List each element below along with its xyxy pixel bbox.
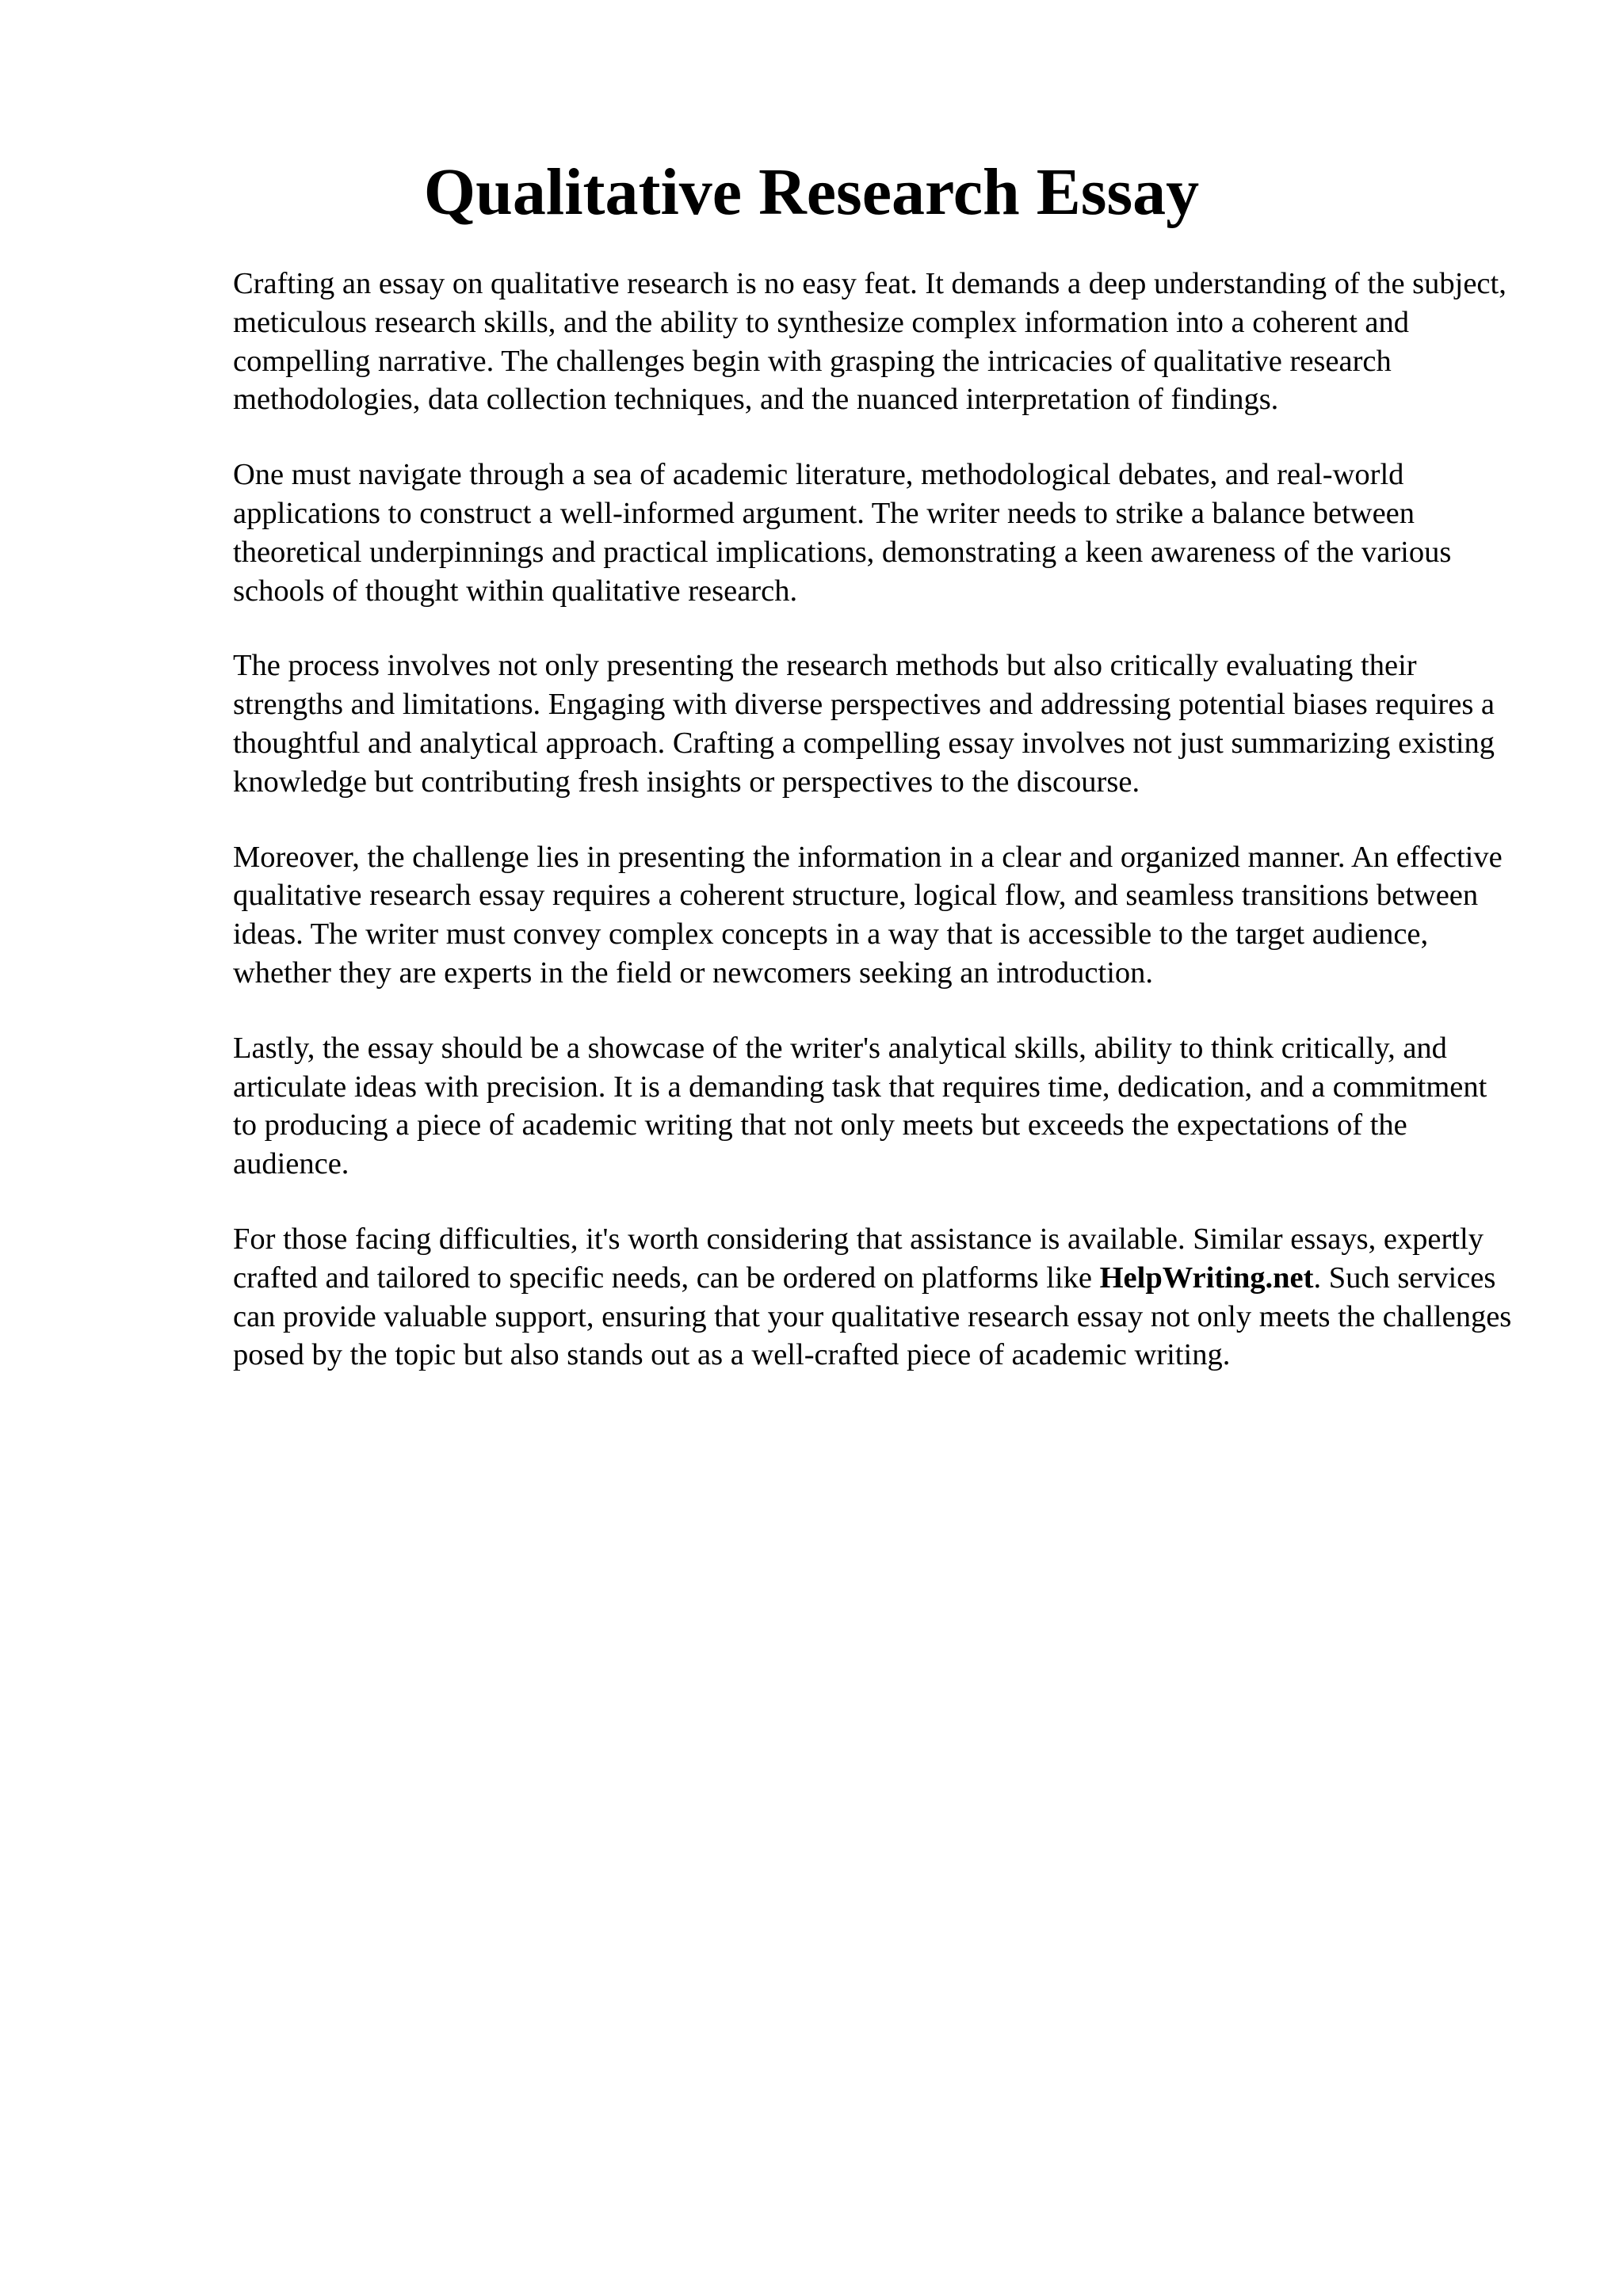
paragraph-1: Crafting an essay on qualitative research is no easy feat. It demands a deep understanding of the subject, meticulous research skills, and the ability to synthesize complex information into a coherent and compelling narrative. The challenges begin with grasping the intricacies of qualitative research methodologies, data collection techniques, and the nuanced interpretation of findings. (233, 267, 1507, 417)
document-title: Qualitative Research Essay (423, 155, 1200, 229)
paragraph-4: Moreover, the challenge lies in presenting the information in a clear and organized manner. An effective qualitative research essay requires a coherent structure, logical flow, and seamless transitions between ideas. The writer must convey complex concepts in a way that is accessible to the target audience, whether they are experts in the field or newcomers seeking an introduction. (233, 840, 1503, 990)
paragraph-6 (233, 1220, 1517, 1375)
paragraph-5: Lastly, the essay should be a showcase of the writer's analytical skills, ability to think critically, and articulate ideas with precision. It is a demanding task that requires time, dedication, and a commitment to producing a piece of academic writing that not only meets but exceeds the expectations of the audience. (233, 1031, 1487, 1181)
document-body (233, 265, 1517, 1411)
brand-name: HelpWriting.net (1099, 1261, 1314, 1295)
paragraph-6-rest: . Such services can provide valuable support, ensuring that your qualitative research essay not only meets the challenges posed by the topic but also stands out as a well-crafted piece of academic writing. (233, 1261, 1512, 1372)
paragraph-2: One must navigate through a sea of academic literature, methodological debates, and real-world applications to construct a well-informed argument. The writer needs to strike a balance between theoretical underpinnings and practical implications, demonstrating a keen awareness of the various schools of thought within qualitative research. (233, 458, 1452, 608)
paragraph-3: The process involves not only presenting the research methods but also critically evaluating their strengths and limitations. Engaging with diverse perspectives and addressing potential biases requires a thoughtful and analytical approach. Crafting a compelling essay involves not just summarizing existing knowledge but contributing fresh insights or perspectives to the discourse. (233, 649, 1495, 799)
paragraph-6-intro: For those facing difficulties, it's worth considering that assistance is available. Similar essays, expertly crafted and tailored to specific needs, can be ordered on platforms like (233, 1222, 1484, 1295)
